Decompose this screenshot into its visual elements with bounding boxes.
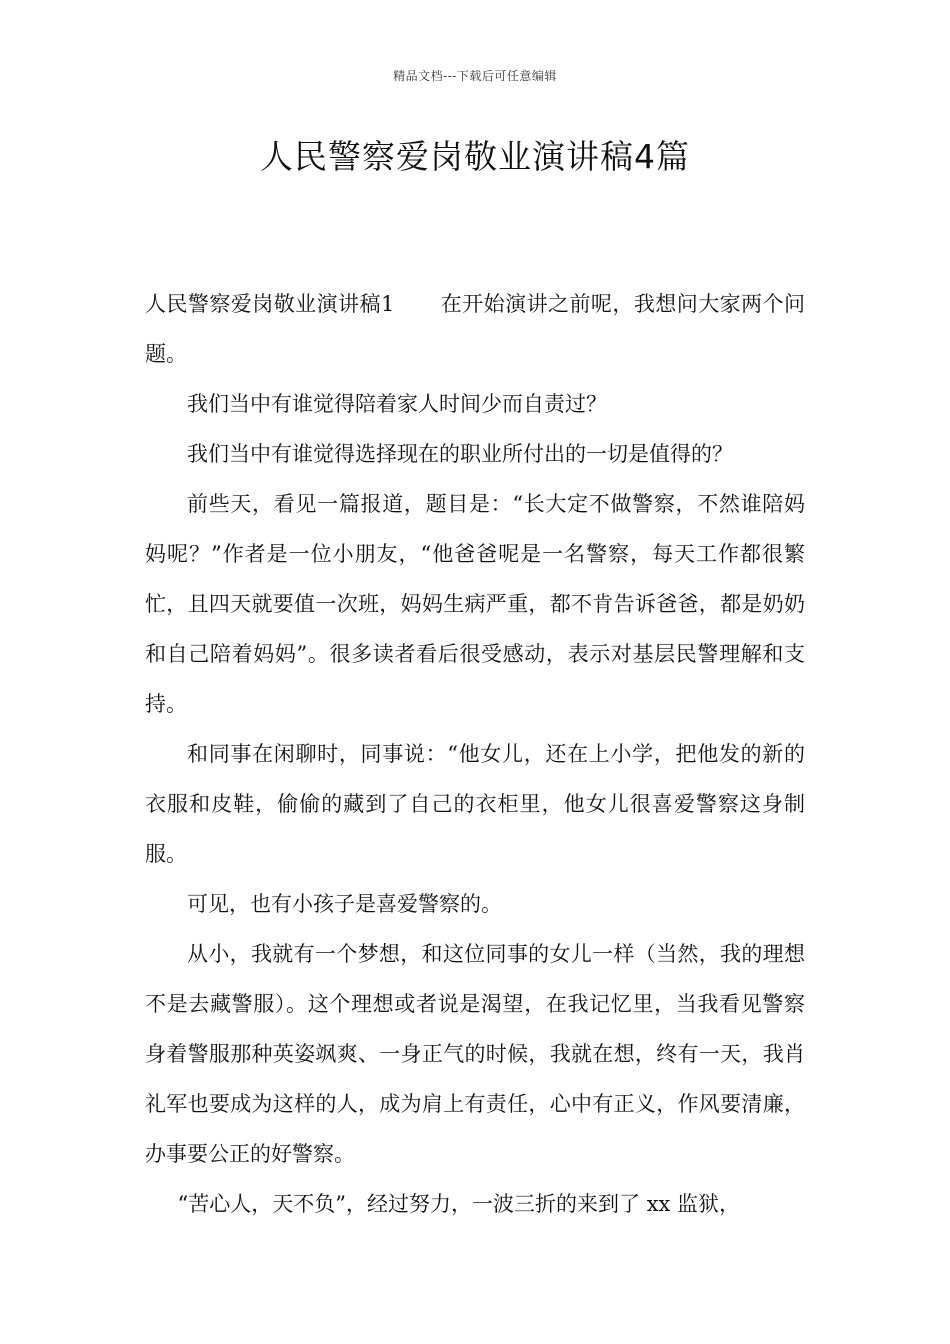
paragraph-text: 在开始演讲之前呢，我想问大家两个问题。 [145,292,805,366]
paragraph-intro [145,279,805,379]
paragraph: 我们当中有谁觉得陪着家人时间少而自责过？ [187,392,607,416]
paragraph: “苦心人，天不负”，经过努力，一波三折的来到了 xx 监狱， [177,1192,741,1216]
paragraph: 和同事在闲聊时，同事说：“他女儿，还在上小学，把他发的新的衣服和皮鞋，偷偷的藏到了自己的衣柜里，他女儿很喜爱警察这身制服。 [145,742,805,866]
page-header: 精品文档---下载后可任意编辑 [393,69,557,83]
paragraph: 从小，我就有一个梦想，和这位同事的女儿一样（当然，我的理想不是去藏警服）。这个理想或者说是渴望，在我记忆里，当我看见警察身着警服那种英姿飒爽、一身正气的时候，我就在想，终有一天，我肖礼军也要成为这样的人，成为肩上有责任，心中有正义，作风要清廉，办事要公正的好警察。 [145,942,805,1166]
document-body [145,279,805,1229]
section-heading: 人民警察爱岗敬业演讲稿1 [145,292,395,316]
paragraph: 可见，也有小孩子是喜爱警察的。 [187,892,502,916]
paragraph: 前些天，看见一篇报道，题目是：“长大定不做警察，不然谁陪妈妈呢？”作者是一位小朋友，“他爸爸呢是一名警察，每天工作都很繁忙，且四天就要值一次班，妈妈生病严重，都不肯告诉爸爸，都是奶奶和自己陪着妈妈”。很多读者看后很受感动，表示对基层民警理解和支持。 [145,492,805,716]
paragraph: 我们当中有谁觉得选择现在的职业所付出的一切是值得的？ [187,442,733,466]
document-title: 人民警察爱岗敬业演讲稿4篇 [260,137,690,176]
